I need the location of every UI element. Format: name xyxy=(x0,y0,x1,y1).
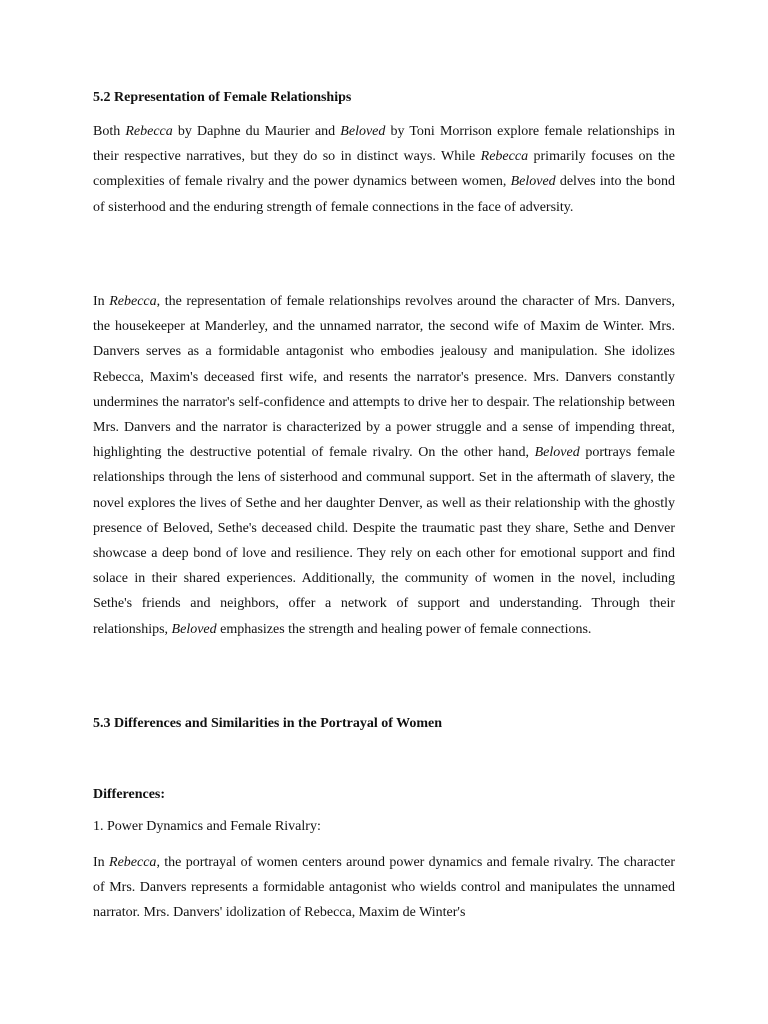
book-title: Rebecca xyxy=(125,124,173,139)
book-title: Rebecca xyxy=(480,149,529,165)
paragraph-intro: Both Rebecca by Daphne du Maurier and Beloved by Toni Morrison explore female relationships in their respective narratives, but they do so in distinct ways. While Rebecca primarily focuses on the complexities of female rivalry and the power dynamics between women, Beloved delves into the bond of sisterhood and the enduring strength of female connections in the face of adversity. xyxy=(93,124,676,215)
paragraph-power-dynamics: In Rebecca, the portrayal of women centers around power dynamics and female rivalry. The character of Mrs. Danvers represents a formidable antagonist who wields control and manipulates the unnamed narrator. Mrs. Danvers' idolization of Rebecca, Maxim de Winter's xyxy=(93,855,676,921)
list-item-power-dynamics: 1. Power Dynamics and Female Rivalry: xyxy=(93,819,321,834)
section-heading-5-2: 5.2 Representation of Female Relationships xyxy=(93,90,352,105)
subheading-differences: Differences: xyxy=(93,787,166,802)
book-title: Beloved xyxy=(340,124,386,139)
section-heading-5-3: 5.3 Differences and Similarities in the Portrayal of Women xyxy=(93,716,443,731)
book-title: Rebecca xyxy=(109,855,157,870)
book-title: Rebecca xyxy=(109,294,157,309)
book-title: Beloved xyxy=(171,621,217,637)
book-title: Beloved xyxy=(510,174,556,190)
paragraph-relationships: In Rebecca, the representation of female relationships revolves around the character of Mrs. Danvers, the housekeeper at Manderley, and the unnamed narrator, the second wife of Maxim de Winter. Mrs. Danvers serves as a formidable antagonist who embodies jealousy and manipulation. She idolizes Rebecca, Maxim's deceased first wife, and resents the narrator's presence. Mrs. Danvers constantly undermines the narrator's self-confidence and attempts to drive her to despair. The relationship between Mrs. Danvers and the narrator is characterized by a power struggle and a sense of impending threat, highlighting the destructive potential of female rivalry. On the other hand, Beloved portrays female relationships through the lens of sisterhood and communal support. Set in the aftermath of slavery, the novel explores the lives of Sethe and her daughter Denver, as well as their relationship with the ghostly presence of Beloved, Sethe's deceased child. Despite the traumatic past they share, Sethe and Denver showcase a deep bond of love and resilience. They rely on each other for emotional support and find solace in their shared experiences. Additionally, the community of women in the novel, including Sethe's friends and neighbors, offer a network of support and understanding. Through their relationships, Beloved emphasizes the strength and healing power of female connections. xyxy=(93,294,675,637)
book-title: Beloved xyxy=(534,445,580,461)
